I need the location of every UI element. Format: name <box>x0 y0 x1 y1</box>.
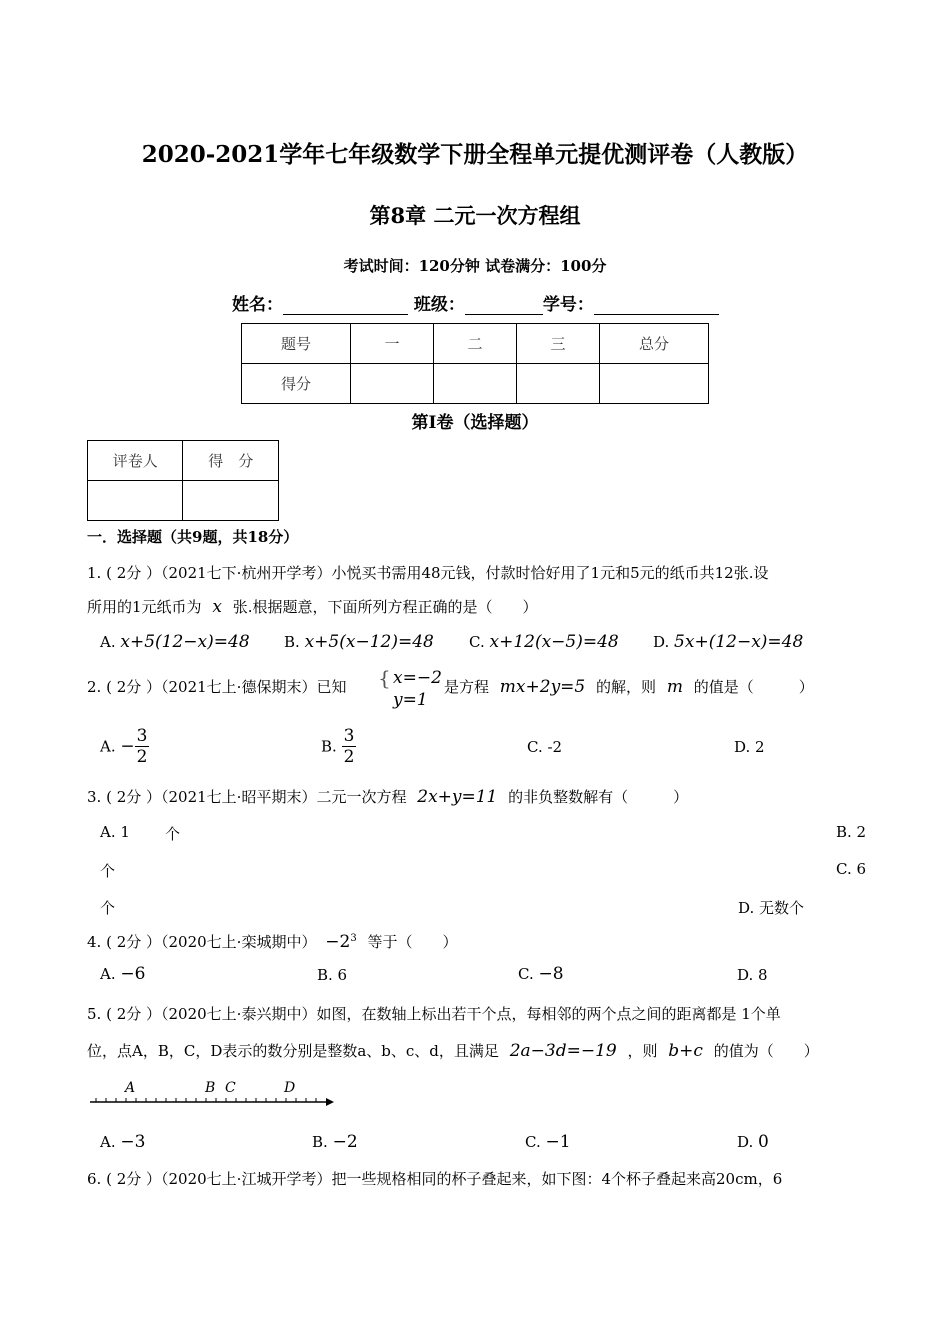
q2-option-a[interactable] <box>100 726 149 767</box>
q2-option-d[interactable]: D. 2 <box>734 738 765 756</box>
q4-option-a[interactable] <box>100 964 145 984</box>
score-header-cell: 二 <box>434 324 517 364</box>
score-cell[interactable] <box>600 364 709 404</box>
option-label: A. <box>100 633 116 651</box>
id-label: 学号： <box>542 295 594 315</box>
q2-text: 是方程 <box>444 678 490 696</box>
option-expr: x+5(x−12)=48 <box>304 632 434 652</box>
score-cell[interactable] <box>434 364 517 404</box>
score-header-cell: 三 <box>517 324 600 364</box>
q4-option-b[interactable]: B. 6 <box>317 966 348 984</box>
q2-option-c[interactable]: C. -2 <box>527 738 563 756</box>
fraction-numerator: 3 <box>343 726 355 746</box>
class-label: 班级： <box>413 295 465 315</box>
name-label: 姓名： <box>232 295 283 315</box>
class-blank[interactable] <box>465 296 543 315</box>
q2-brace: { <box>378 666 391 690</box>
q1-option-a[interactable] <box>100 632 250 652</box>
q2-prefix: 2. ( 2分 ）（2021七上·德保期末）已知 <box>87 678 347 696</box>
option-expr: −8 <box>538 964 564 984</box>
q3-unit: 个 <box>100 899 116 917</box>
grader-header: 评卷人 <box>88 441 183 481</box>
q5-option-c[interactable] <box>525 1132 571 1152</box>
q4-text: 4. ( 2分 ）（2020七上·栾城期中） <box>87 933 317 951</box>
option-label: A. <box>100 1133 116 1151</box>
part1-title: 第Ⅰ卷（选择题） <box>411 413 539 433</box>
q3-unit: 个 <box>100 862 116 880</box>
fraction-numerator: 3 <box>136 726 148 746</box>
option-label: D. <box>653 633 670 651</box>
option-expr: 5x+(12−x)=48 <box>674 632 804 652</box>
q2-text: 的值是（ ） <box>693 678 814 696</box>
q1-option-b[interactable] <box>284 632 434 652</box>
score-table <box>241 323 709 404</box>
option-expr: x+12(x−5)=48 <box>489 632 619 652</box>
axis-label-d: D <box>284 1080 296 1096</box>
q3-option-b[interactable]: B. 2 <box>836 823 867 841</box>
option-label: D. <box>737 1133 754 1151</box>
q5-expr: b+c <box>668 1041 703 1061</box>
q3-text: 3. ( 2分 ）（2021七上·昭平期末）二元一次方程 <box>87 788 407 806</box>
exam-info: 考试时间：120分钟 试卷满分：100分 <box>343 257 607 275</box>
chapter-title: 第8章 二元一次方程组 <box>369 203 581 228</box>
q5-text: 位，点A，B，C，D表示的数分别是整数a、b、c、d，且满足 <box>87 1042 499 1060</box>
q3-option-d[interactable]: D. 无数个 <box>738 899 805 917</box>
q3-unit: 个 <box>165 825 181 843</box>
q1-option-d[interactable] <box>653 632 803 652</box>
q2-system-line2: y=1 <box>393 690 428 710</box>
option-fraction <box>135 726 150 767</box>
student-info-line <box>232 290 719 315</box>
score-header-cell: 题号 <box>242 324 351 364</box>
axis-label-c: C <box>225 1080 236 1096</box>
q5-option-a[interactable] <box>100 1132 145 1152</box>
option-expr: −1 <box>545 1132 571 1152</box>
q4-text: 等于（ ） <box>367 933 458 951</box>
name-blank[interactable] <box>283 296 408 315</box>
score-cell[interactable] <box>351 364 434 404</box>
q3-text: 的非负整数解有（ ） <box>508 788 689 806</box>
q4-line <box>87 931 457 952</box>
q5-text: 的值为（ ） <box>713 1042 819 1060</box>
q2-option-b[interactable] <box>321 726 356 767</box>
score-header-cell: 一 <box>351 324 434 364</box>
q4-exponent: 3 <box>350 933 357 944</box>
option-label: C. <box>525 1133 541 1151</box>
q1-line2 <box>87 596 537 617</box>
axis-label-b: B <box>205 1080 216 1096</box>
option-label: C. <box>518 965 534 983</box>
option-label: C. <box>469 633 485 651</box>
id-blank[interactable] <box>594 296 719 315</box>
q3-option-c[interactable]: C. 6 <box>836 860 867 878</box>
option-label: B. <box>312 1133 328 1151</box>
q1-var: x <box>212 597 222 617</box>
score-row-label: 得分 <box>242 364 351 404</box>
q2-var: m <box>666 677 683 697</box>
fraction-denominator: 2 <box>343 747 355 767</box>
q5-option-b[interactable] <box>312 1132 358 1152</box>
option-fraction <box>342 726 357 767</box>
q5-option-d[interactable] <box>737 1132 769 1152</box>
option-label: A. <box>100 737 116 756</box>
grader-cell[interactable] <box>183 481 279 521</box>
number-line-arrow <box>326 1098 334 1106</box>
fraction-denominator: 2 <box>136 747 148 767</box>
q3-option-a[interactable]: A. 1 <box>100 823 130 841</box>
q1-text: 所用的1元纸币为 <box>87 598 202 616</box>
q4-option-d[interactable]: D. 8 <box>737 966 768 984</box>
option-label: B. <box>321 737 337 756</box>
q2-equation: mx+2y=5 <box>499 677 586 697</box>
q3-equation: 2x+y=11 <box>417 787 498 807</box>
score-cell[interactable] <box>517 364 600 404</box>
grader-header: 得 分 <box>183 441 279 481</box>
q1-text: 张.根据题意，下面所列方程正确的是（ ） <box>232 598 538 616</box>
q2-mid <box>444 676 814 697</box>
option-expr: −3 <box>120 1132 146 1152</box>
number-line-figure <box>88 1076 338 1110</box>
option-expr: −6 <box>120 964 146 984</box>
score-header-cell: 总分 <box>600 324 709 364</box>
q1-line1: 1. ( 2分 ）（2021七下·杭州开学考）小悦买书需用48元钱，付款时恰好用了1元和5元的纸币共12张.设 <box>87 564 769 582</box>
q3-line <box>87 786 688 807</box>
q5-equation: 2a−3d=−19 <box>509 1041 617 1061</box>
q5-text: ，则 <box>627 1042 658 1060</box>
option-expr: −2 <box>332 1132 358 1152</box>
option-label: A. <box>100 965 116 983</box>
option-label: B. <box>284 633 300 651</box>
q6-line1: 6. ( 2分 ）（2020七上·江城开学考）把一些规格相同的杯子叠起来，如下图：4个杯子叠起来高20cm，6 <box>87 1170 783 1188</box>
option-expr: x+5(12−x)=48 <box>120 632 250 652</box>
page-title: 2020-2021学年七年级数学下册全程单元提优测评卷（人教版） <box>141 141 809 168</box>
q2-system-line1: x=−2 <box>393 668 442 688</box>
q4-expr: −2 <box>325 932 351 952</box>
q2-text: 的解，则 <box>596 678 657 696</box>
axis-label-a: A <box>125 1080 136 1096</box>
q5-line2 <box>87 1040 819 1061</box>
section1-title: 一．选择题（共9题，共18分） <box>87 528 299 546</box>
q5-line1: 5. ( 2分 ）（2020七上·泰兴期中）如图，在数轴上标出若干个点，每相邻的两个点之间的距离都是 1个单 <box>87 1005 781 1023</box>
grader-table <box>87 440 279 521</box>
q1-option-c[interactable] <box>469 632 619 652</box>
q4-option-c[interactable] <box>518 964 564 984</box>
option-sign: − <box>120 736 135 757</box>
option-expr: 0 <box>758 1132 769 1152</box>
grader-cell[interactable] <box>88 481 183 521</box>
